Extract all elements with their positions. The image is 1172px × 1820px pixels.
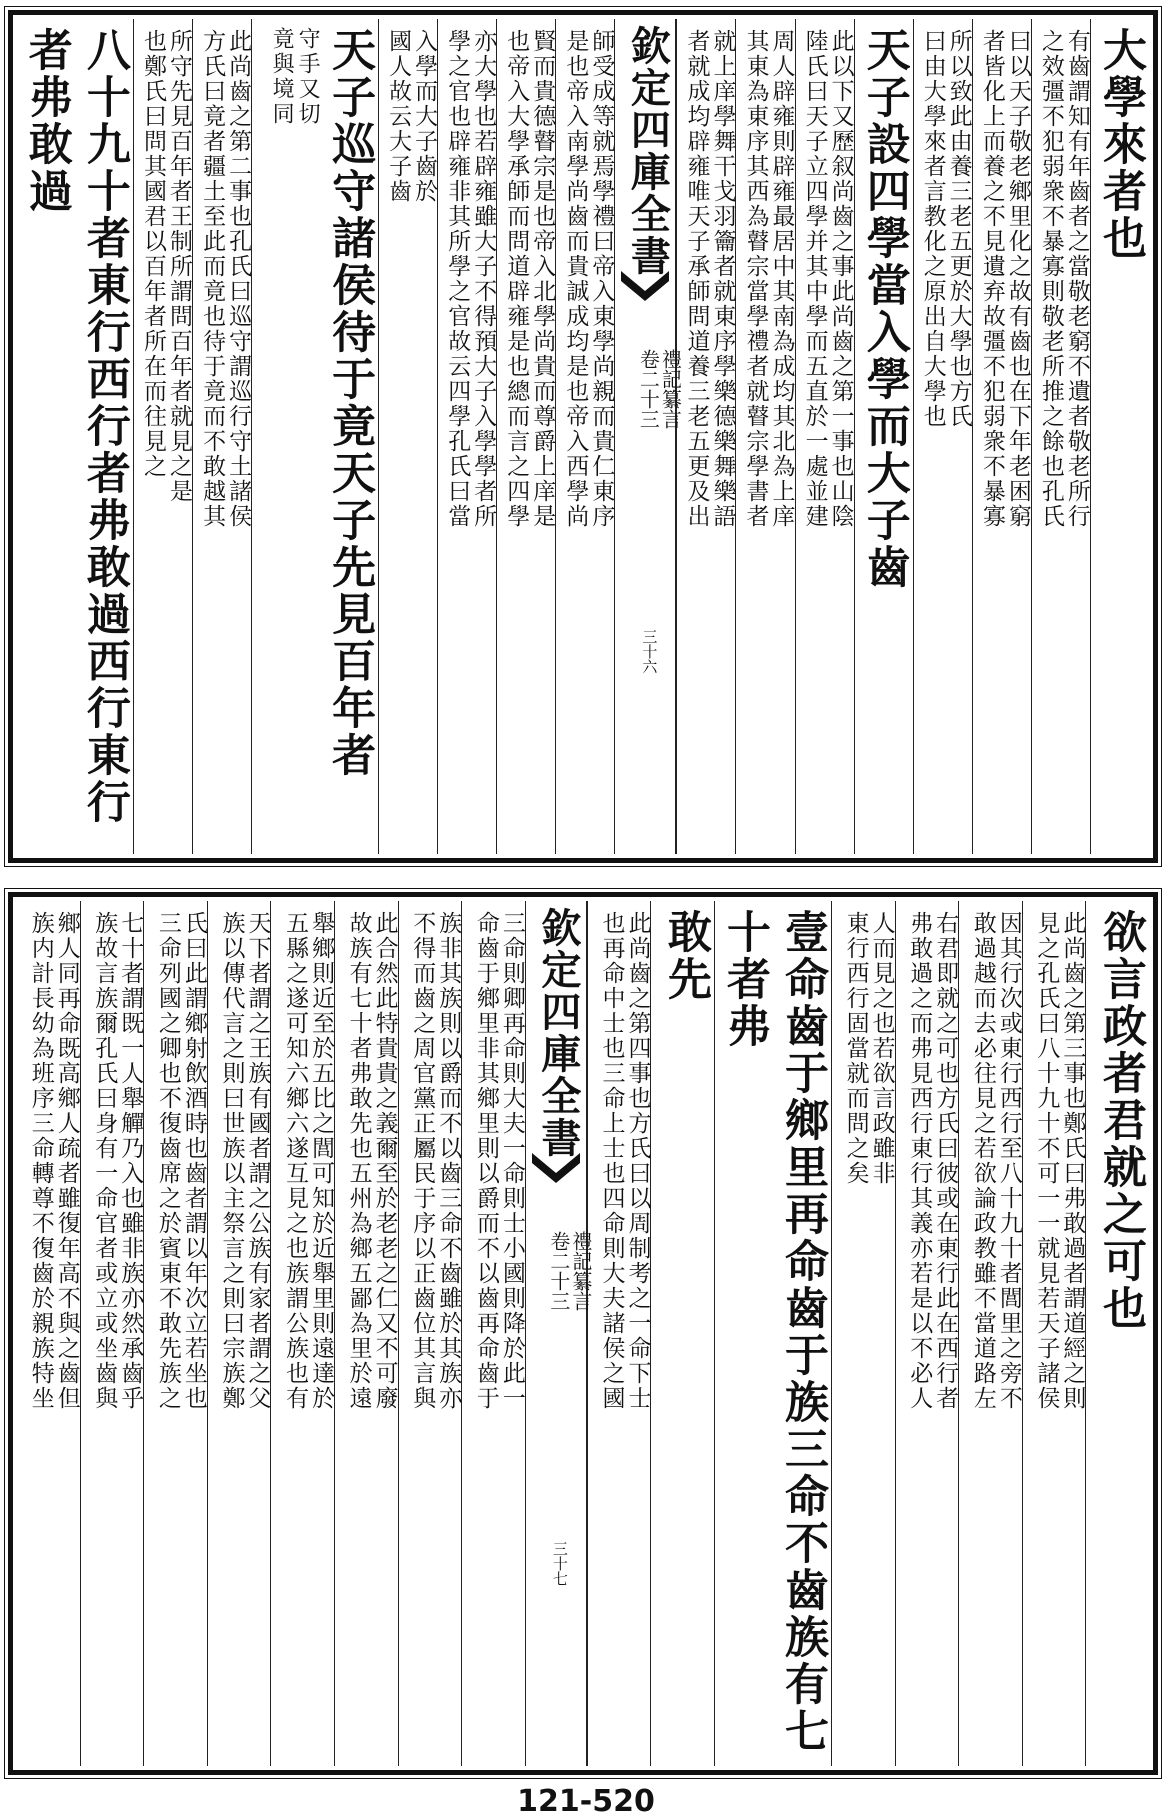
commentary-line: 也再命中士也三命上士也四命則大夫諸侯之國 — [598, 911, 625, 1411]
center-fold-column — [614, 19, 683, 854]
pronunciation-note: 守手又切 竟與境同 — [269, 27, 321, 127]
heading-text-column — [1090, 19, 1149, 854]
commentary-text-column — [334, 901, 398, 1766]
commentary-text-column — [735, 19, 794, 854]
folio-number: 三十六 — [640, 629, 659, 674]
commentary-text-column — [676, 19, 735, 854]
commentary-line: 學之官也辟雍非其所學之官故云四學孔氏曰當 — [444, 29, 471, 529]
commentary-line: 東行西行固當就而問之矣 — [842, 911, 869, 1186]
upper-columns — [17, 19, 1149, 854]
commentary-line: 曰由大學來者言教化之原出自大學也 — [919, 29, 946, 429]
commentary-line: 者就成均辟雍唯天子承師問道養三老五更及出 — [683, 29, 710, 529]
commentary-text-column — [133, 19, 192, 854]
heading-text: 天子設四學當入學而大子齒 — [858, 27, 910, 591]
commentary-text-column — [398, 901, 462, 1766]
commentary-line: 族故言族爾孔氏曰身有一命官者或立或坐齒與 — [91, 911, 118, 1411]
heading-text-column — [251, 19, 378, 854]
commentary-line: 七十者謂既一人舉觶乃入也雖非族亦然承齒乎 — [117, 911, 144, 1411]
heading-text: 欲言政者君就之可也 — [1095, 909, 1146, 1332]
volume-label: 禮記纂言 卷二十三 — [546, 1231, 593, 1311]
commentary-line: 者皆化上而養之不見遺弃故彊不犯弱衆不暴寡 — [978, 29, 1005, 529]
commentary-line: 方氏曰竟者疆土至此而竟也待于竟而不敢越其 — [199, 29, 226, 529]
commentary-text-column — [913, 19, 972, 854]
commentary-text-column — [17, 901, 80, 1766]
commentary-line: 入學而大子齒於 — [411, 29, 438, 204]
commentary-line: 賢而貴德瞽宗是也帝入北學尚貴而尊爵上庠是 — [529, 29, 556, 529]
commentary-text-column — [1022, 901, 1086, 1766]
commentary-line: 族以傳代言之則曰世族以主祭言之則曰宗族鄭 — [218, 911, 245, 1411]
commentary-text-column — [437, 19, 496, 854]
commentary-text-column — [80, 901, 144, 1766]
commentary-line: 見之孔氏曰八十九十不可一一就見若天子諸侯 — [1033, 911, 1060, 1411]
commentary-text-column — [831, 901, 895, 1766]
commentary-text-column — [555, 19, 614, 854]
commentary-line: 周人辟雍則辟雍最居中其南為成均其北為上庠 — [768, 29, 795, 529]
heading-text: 大學來者也 — [1095, 27, 1146, 262]
commentary-text-column — [1031, 19, 1090, 854]
commentary-line: 是也帝入南學尚齒而貴誠成均是也帝入西學尚 — [562, 29, 589, 529]
folio-number: 三十七 — [550, 1541, 569, 1586]
commentary-line: 鄉人同再命既高鄉人疏者雖復年高不與之齒但 — [53, 911, 80, 1411]
commentary-text-column — [795, 19, 854, 854]
commentary-line: 命齒于鄉里非其鄉里則以爵而不以齒再命齒于 — [472, 911, 499, 1411]
commentary-line: 也鄭氏曰問其國君以百年者所在而往見之 — [139, 29, 166, 479]
lower-columns — [17, 901, 1149, 1766]
heading-text-column — [650, 901, 714, 1766]
heading-text: 天子巡守諸侯待于竟天子先見百年者 — [324, 27, 376, 779]
commentary-line: 其東為東序其西為瞽宗當學禮者就瞽宗學書者 — [742, 29, 769, 529]
commentary-line: 敢過越而去必往見之若欲論政教雖不當道路左 — [969, 911, 996, 1411]
commentary-line: 之效彊不犯弱衆不暴寡則敬老所推之餘也孔氏 — [1037, 29, 1064, 529]
commentary-line: 右君即就之可也方氏曰彼或在東行此在西行者 — [932, 911, 959, 1411]
commentary-text-column — [958, 901, 1022, 1766]
commentary-line: 不得而齒之周官黨正屬民于序以正齒位其言與 — [409, 911, 436, 1411]
commentary-text-column — [895, 901, 959, 1766]
commentary-text-column — [378, 19, 437, 854]
heading-text: 敢先 — [660, 909, 712, 1003]
commentary-line: 國人故云大子齒 — [385, 29, 412, 204]
heading-text-column — [17, 19, 133, 854]
commentary-line: 所守先見百年者王制所謂問百年者就見之是 — [165, 29, 192, 504]
commentary-line: 故族有七十者弗敢先也五州為鄉五鄙為里於遠 — [345, 911, 372, 1411]
commentary-line: 亦大學也若辟雍雖大子不得預大子入學學者所 — [470, 29, 497, 529]
fish-tail-mark-icon — [532, 1147, 580, 1187]
commentary-line: 五縣之遂可知六鄉六遂互見之也族謂公族也有 — [282, 911, 309, 1411]
commentary-line: 曰以天子敬老鄉里化之故有齒也在下年老困窮 — [1004, 29, 1031, 529]
commentary-text-column — [496, 19, 555, 854]
lower-page-panel — [8, 892, 1158, 1775]
commentary-text-column — [270, 901, 334, 1766]
commentary-line: 人而見之也若欲言政雖非 — [868, 911, 895, 1186]
heading-text: 壹命齒于鄉里再命齒于族三命不齒族有七十者弗 — [719, 909, 829, 1755]
commentary-line: 有齒謂知有年齒者之當敬老窮不遺者敬老所行 — [1063, 29, 1090, 529]
commentary-line: 此合然此特貴貴之義爾至於老老之仁又不可廢 — [371, 911, 398, 1411]
commentary-line: 所以致此由養三老五更於大學也方氏 — [945, 29, 972, 429]
book-title: 欽定四庫全書 — [624, 25, 672, 277]
center-fold-column — [525, 901, 593, 1766]
commentary-line: 三命列國之卿也不復齒席之於賓東不敢先族之 — [154, 911, 181, 1411]
book-title: 欽定四庫全書 — [534, 907, 582, 1159]
upper-page-panel — [8, 10, 1158, 863]
commentary-line: 族非其族則以爵而不以齒三命不齒雖於其族亦 — [435, 911, 462, 1411]
commentary-line: 也帝入大學承師而問道辟雍是也總而言之四學 — [503, 29, 530, 529]
commentary-text-column — [587, 901, 651, 1766]
commentary-line: 氏曰此謂鄉射飲酒時也齒者謂以年次立若坐也 — [180, 911, 207, 1411]
page-number: 121-520 — [517, 1784, 655, 1819]
commentary-text-column — [207, 901, 271, 1766]
commentary-text-column — [461, 901, 525, 1766]
commentary-text-column — [143, 901, 207, 1766]
commentary-line: 陸氏曰天子立四學并其中學而五直於一處並建 — [801, 29, 828, 529]
commentary-text-column — [972, 19, 1031, 854]
commentary-line: 此尚齒之第二事也孔氏曰巡守謂巡行守土諸侯 — [225, 29, 252, 529]
fish-tail-mark-icon — [621, 265, 669, 305]
heading-text-column — [714, 901, 831, 1766]
commentary-line: 族内計長幼為班序三命轉尊不復齒於親族特坐 — [27, 911, 54, 1411]
heading-text: 八十九十者東行西行者弗敢過西行東行者弗敢過 — [20, 27, 130, 826]
commentary-line: 三命則卿再命則大夫一命則士小國則降於此一 — [498, 911, 525, 1411]
commentary-line: 此尚齒之第四事也方氏曰以周制考之一命下士 — [624, 911, 651, 1411]
commentary-line: 弗敢過之而弗見西行東行其義亦若是以不必人 — [906, 911, 933, 1411]
commentary-line: 此以下又歷叙尚齒之事此尚齒之第一事也山陰 — [827, 29, 854, 529]
commentary-line: 舉鄉則近至於五比之閭可知於近舉里則遠達於 — [308, 911, 335, 1411]
commentary-text-column — [192, 19, 251, 854]
commentary-line: 天下者謂之王族有國者謂之公族有家者謂之父 — [244, 911, 271, 1411]
volume-label: 禮記纂言 卷二十三 — [636, 349, 683, 429]
commentary-line: 就上庠學舞干戈羽籥者就東序學樂德樂舞樂語 — [709, 29, 736, 529]
heading-text-column — [1085, 901, 1149, 1766]
commentary-line: 因其行次或東行西行至八十九十者閭里之旁不 — [995, 911, 1022, 1411]
heading-text-column — [854, 19, 913, 854]
commentary-line: 此尚齒之第三事也鄭氏曰弗敢過者謂道經之則 — [1059, 911, 1086, 1411]
commentary-line: 師受成等就焉學禮曰帝入東學尚親而貴仁東序 — [588, 29, 615, 529]
